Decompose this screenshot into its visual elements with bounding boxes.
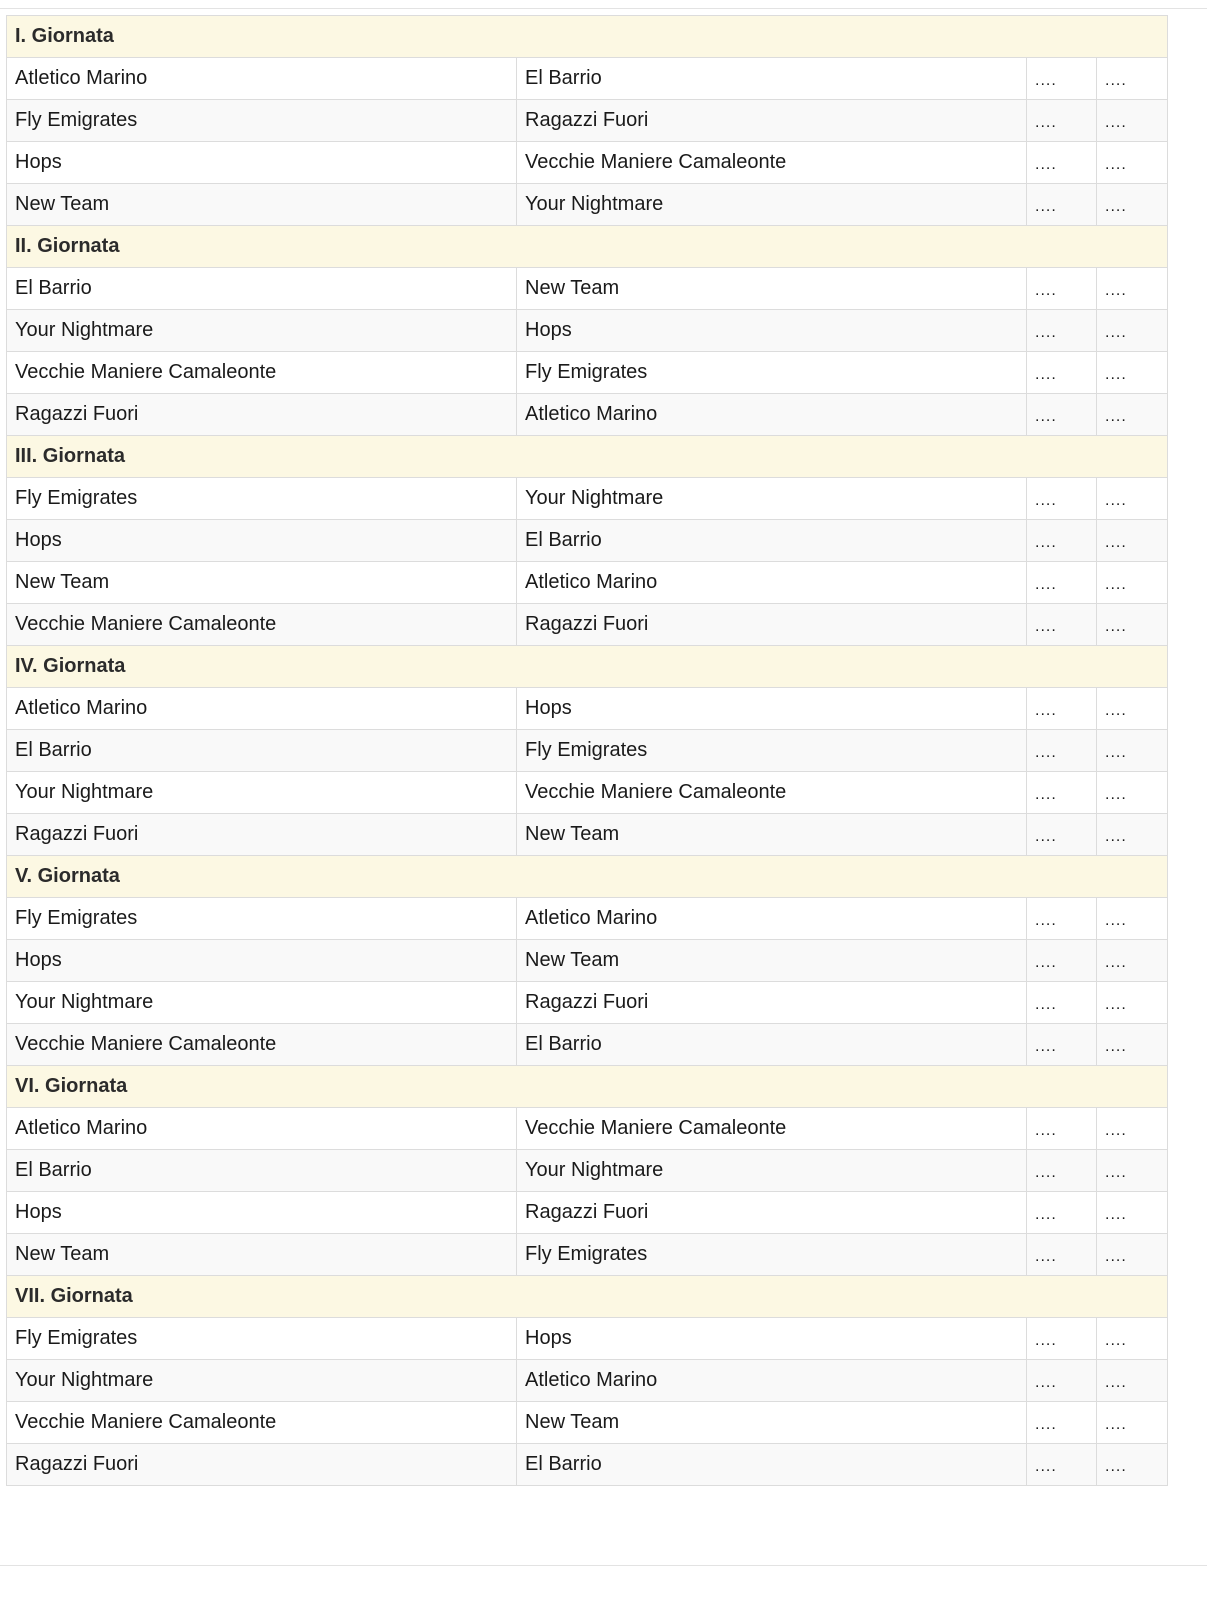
match-row [7, 1024, 1168, 1066]
home-score: .... [1027, 940, 1097, 982]
away-team: Atletico Marino [517, 898, 1027, 940]
away-score: .... [1097, 184, 1168, 226]
away-score: .... [1097, 58, 1168, 100]
away-team: Your Nightmare [517, 184, 1027, 226]
match-row [7, 772, 1168, 814]
away-score: .... [1097, 940, 1168, 982]
away-team: Fly Emigrates [517, 1234, 1027, 1276]
home-score: .... [1027, 142, 1097, 184]
home-team: Vecchie Maniere Camaleonte [7, 1024, 517, 1066]
home-team: New Team [7, 1234, 517, 1276]
away-team: Ragazzi Fuori [517, 100, 1027, 142]
match-row [7, 1108, 1168, 1150]
home-score: .... [1027, 814, 1097, 856]
round-title: IV. Giornata [7, 646, 1168, 688]
away-score: .... [1097, 100, 1168, 142]
away-score: .... [1097, 688, 1168, 730]
away-score: .... [1097, 1444, 1168, 1486]
home-score: .... [1027, 982, 1097, 1024]
away-team: New Team [517, 814, 1027, 856]
home-team: Vecchie Maniere Camaleonte [7, 604, 517, 646]
away-score: .... [1097, 310, 1168, 352]
away-team: Ragazzi Fuori [517, 604, 1027, 646]
round-title: III. Giornata [7, 436, 1168, 478]
match-row [7, 394, 1168, 436]
match-row [7, 982, 1168, 1024]
away-score: .... [1097, 814, 1168, 856]
away-team: Hops [517, 310, 1027, 352]
away-score: .... [1097, 1192, 1168, 1234]
match-row [7, 688, 1168, 730]
match-row [7, 1318, 1168, 1360]
home-score: .... [1027, 478, 1097, 520]
home-score: .... [1027, 268, 1097, 310]
home-team: New Team [7, 562, 517, 604]
home-team: Ragazzi Fuori [7, 814, 517, 856]
match-row [7, 898, 1168, 940]
away-score: .... [1097, 520, 1168, 562]
match-row [7, 1150, 1168, 1192]
match-row [7, 1234, 1168, 1276]
away-score: .... [1097, 772, 1168, 814]
away-score: .... [1097, 982, 1168, 1024]
match-row [7, 814, 1168, 856]
home-score: .... [1027, 1234, 1097, 1276]
top-divider [0, 8, 1207, 9]
match-row [7, 100, 1168, 142]
away-team: New Team [517, 268, 1027, 310]
away-score: .... [1097, 1108, 1168, 1150]
home-score: .... [1027, 688, 1097, 730]
away-team: New Team [517, 940, 1027, 982]
away-team: Atletico Marino [517, 562, 1027, 604]
round-header-row [7, 1066, 1168, 1108]
fixtures-body [7, 16, 1168, 1486]
away-score: .... [1097, 1150, 1168, 1192]
match-row [7, 352, 1168, 394]
home-score: .... [1027, 772, 1097, 814]
home-score: .... [1027, 898, 1097, 940]
round-header-row [7, 226, 1168, 268]
away-score: .... [1097, 352, 1168, 394]
away-team: Ragazzi Fuori [517, 982, 1027, 1024]
away-team: El Barrio [517, 1024, 1027, 1066]
home-team: Hops [7, 142, 517, 184]
away-score: .... [1097, 562, 1168, 604]
round-header-row [7, 1276, 1168, 1318]
home-team: Ragazzi Fuori [7, 1444, 517, 1486]
round-title: II. Giornata [7, 226, 1168, 268]
away-team: El Barrio [517, 520, 1027, 562]
away-score: .... [1097, 730, 1168, 772]
home-team: El Barrio [7, 268, 517, 310]
home-score: .... [1027, 1402, 1097, 1444]
home-team: Ragazzi Fuori [7, 394, 517, 436]
home-score: .... [1027, 394, 1097, 436]
home-team: Atletico Marino [7, 1108, 517, 1150]
home-score: .... [1027, 352, 1097, 394]
match-row [7, 1360, 1168, 1402]
away-score: .... [1097, 268, 1168, 310]
round-title: VI. Giornata [7, 1066, 1168, 1108]
home-score: .... [1027, 1360, 1097, 1402]
home-score: .... [1027, 562, 1097, 604]
away-score: .... [1097, 1024, 1168, 1066]
away-team: Your Nightmare [517, 1150, 1027, 1192]
home-team: Fly Emigrates [7, 898, 517, 940]
home-team: Your Nightmare [7, 772, 517, 814]
away-team: Ragazzi Fuori [517, 1192, 1027, 1234]
home-score: .... [1027, 1150, 1097, 1192]
home-team: El Barrio [7, 730, 517, 772]
away-team: Hops [517, 1318, 1027, 1360]
home-team: Your Nightmare [7, 982, 517, 1024]
match-row [7, 184, 1168, 226]
away-score: .... [1097, 604, 1168, 646]
match-row [7, 1192, 1168, 1234]
home-score: .... [1027, 1444, 1097, 1486]
away-team: Atletico Marino [517, 394, 1027, 436]
home-team: Fly Emigrates [7, 478, 517, 520]
away-team: Vecchie Maniere Camaleonte [517, 1108, 1027, 1150]
fixtures-table [6, 15, 1168, 1486]
away-team: Vecchie Maniere Camaleonte [517, 772, 1027, 814]
match-row [7, 562, 1168, 604]
away-team: Vecchie Maniere Camaleonte [517, 142, 1027, 184]
away-team: El Barrio [517, 58, 1027, 100]
match-row [7, 478, 1168, 520]
round-header-row [7, 856, 1168, 898]
match-row [7, 1444, 1168, 1486]
away-score: .... [1097, 1402, 1168, 1444]
home-team: Atletico Marino [7, 688, 517, 730]
home-score: .... [1027, 100, 1097, 142]
home-team: Hops [7, 1192, 517, 1234]
home-team: Vecchie Maniere Camaleonte [7, 352, 517, 394]
home-team: New Team [7, 184, 517, 226]
away-team: Fly Emigrates [517, 730, 1027, 772]
home-score: .... [1027, 58, 1097, 100]
away-team: Fly Emigrates [517, 352, 1027, 394]
home-team: El Barrio [7, 1150, 517, 1192]
home-team: Your Nightmare [7, 1360, 517, 1402]
round-title: V. Giornata [7, 856, 1168, 898]
round-header-row [7, 16, 1168, 58]
match-row [7, 520, 1168, 562]
round-title: I. Giornata [7, 16, 1168, 58]
home-score: .... [1027, 730, 1097, 772]
home-team: Your Nightmare [7, 310, 517, 352]
home-team: Hops [7, 940, 517, 982]
away-score: .... [1097, 898, 1168, 940]
home-score: .... [1027, 520, 1097, 562]
away-team: New Team [517, 1402, 1027, 1444]
match-row [7, 730, 1168, 772]
match-row [7, 268, 1168, 310]
away-team: El Barrio [517, 1444, 1027, 1486]
home-score: .... [1027, 184, 1097, 226]
away-team: Hops [517, 688, 1027, 730]
home-score: .... [1027, 604, 1097, 646]
home-team: Vecchie Maniere Camaleonte [7, 1402, 517, 1444]
home-team: Fly Emigrates [7, 1318, 517, 1360]
home-score: .... [1027, 1192, 1097, 1234]
away-score: .... [1097, 1234, 1168, 1276]
round-header-row [7, 436, 1168, 478]
away-score: .... [1097, 1360, 1168, 1402]
home-team: Atletico Marino [7, 58, 517, 100]
match-row [7, 142, 1168, 184]
away-score: .... [1097, 1318, 1168, 1360]
away-score: .... [1097, 394, 1168, 436]
home-team: Fly Emigrates [7, 100, 517, 142]
home-score: .... [1027, 1318, 1097, 1360]
round-header-row [7, 646, 1168, 688]
home-team: Hops [7, 520, 517, 562]
round-title: VII. Giornata [7, 1276, 1168, 1318]
home-score: .... [1027, 1024, 1097, 1066]
away-team: Atletico Marino [517, 1360, 1027, 1402]
match-row [7, 58, 1168, 100]
bottom-divider [0, 1565, 1207, 1566]
match-row [7, 1402, 1168, 1444]
match-row [7, 604, 1168, 646]
away-team: Your Nightmare [517, 478, 1027, 520]
home-score: .... [1027, 310, 1097, 352]
match-row [7, 940, 1168, 982]
home-score: .... [1027, 1108, 1097, 1150]
away-score: .... [1097, 142, 1168, 184]
match-row [7, 310, 1168, 352]
away-score: .... [1097, 478, 1168, 520]
